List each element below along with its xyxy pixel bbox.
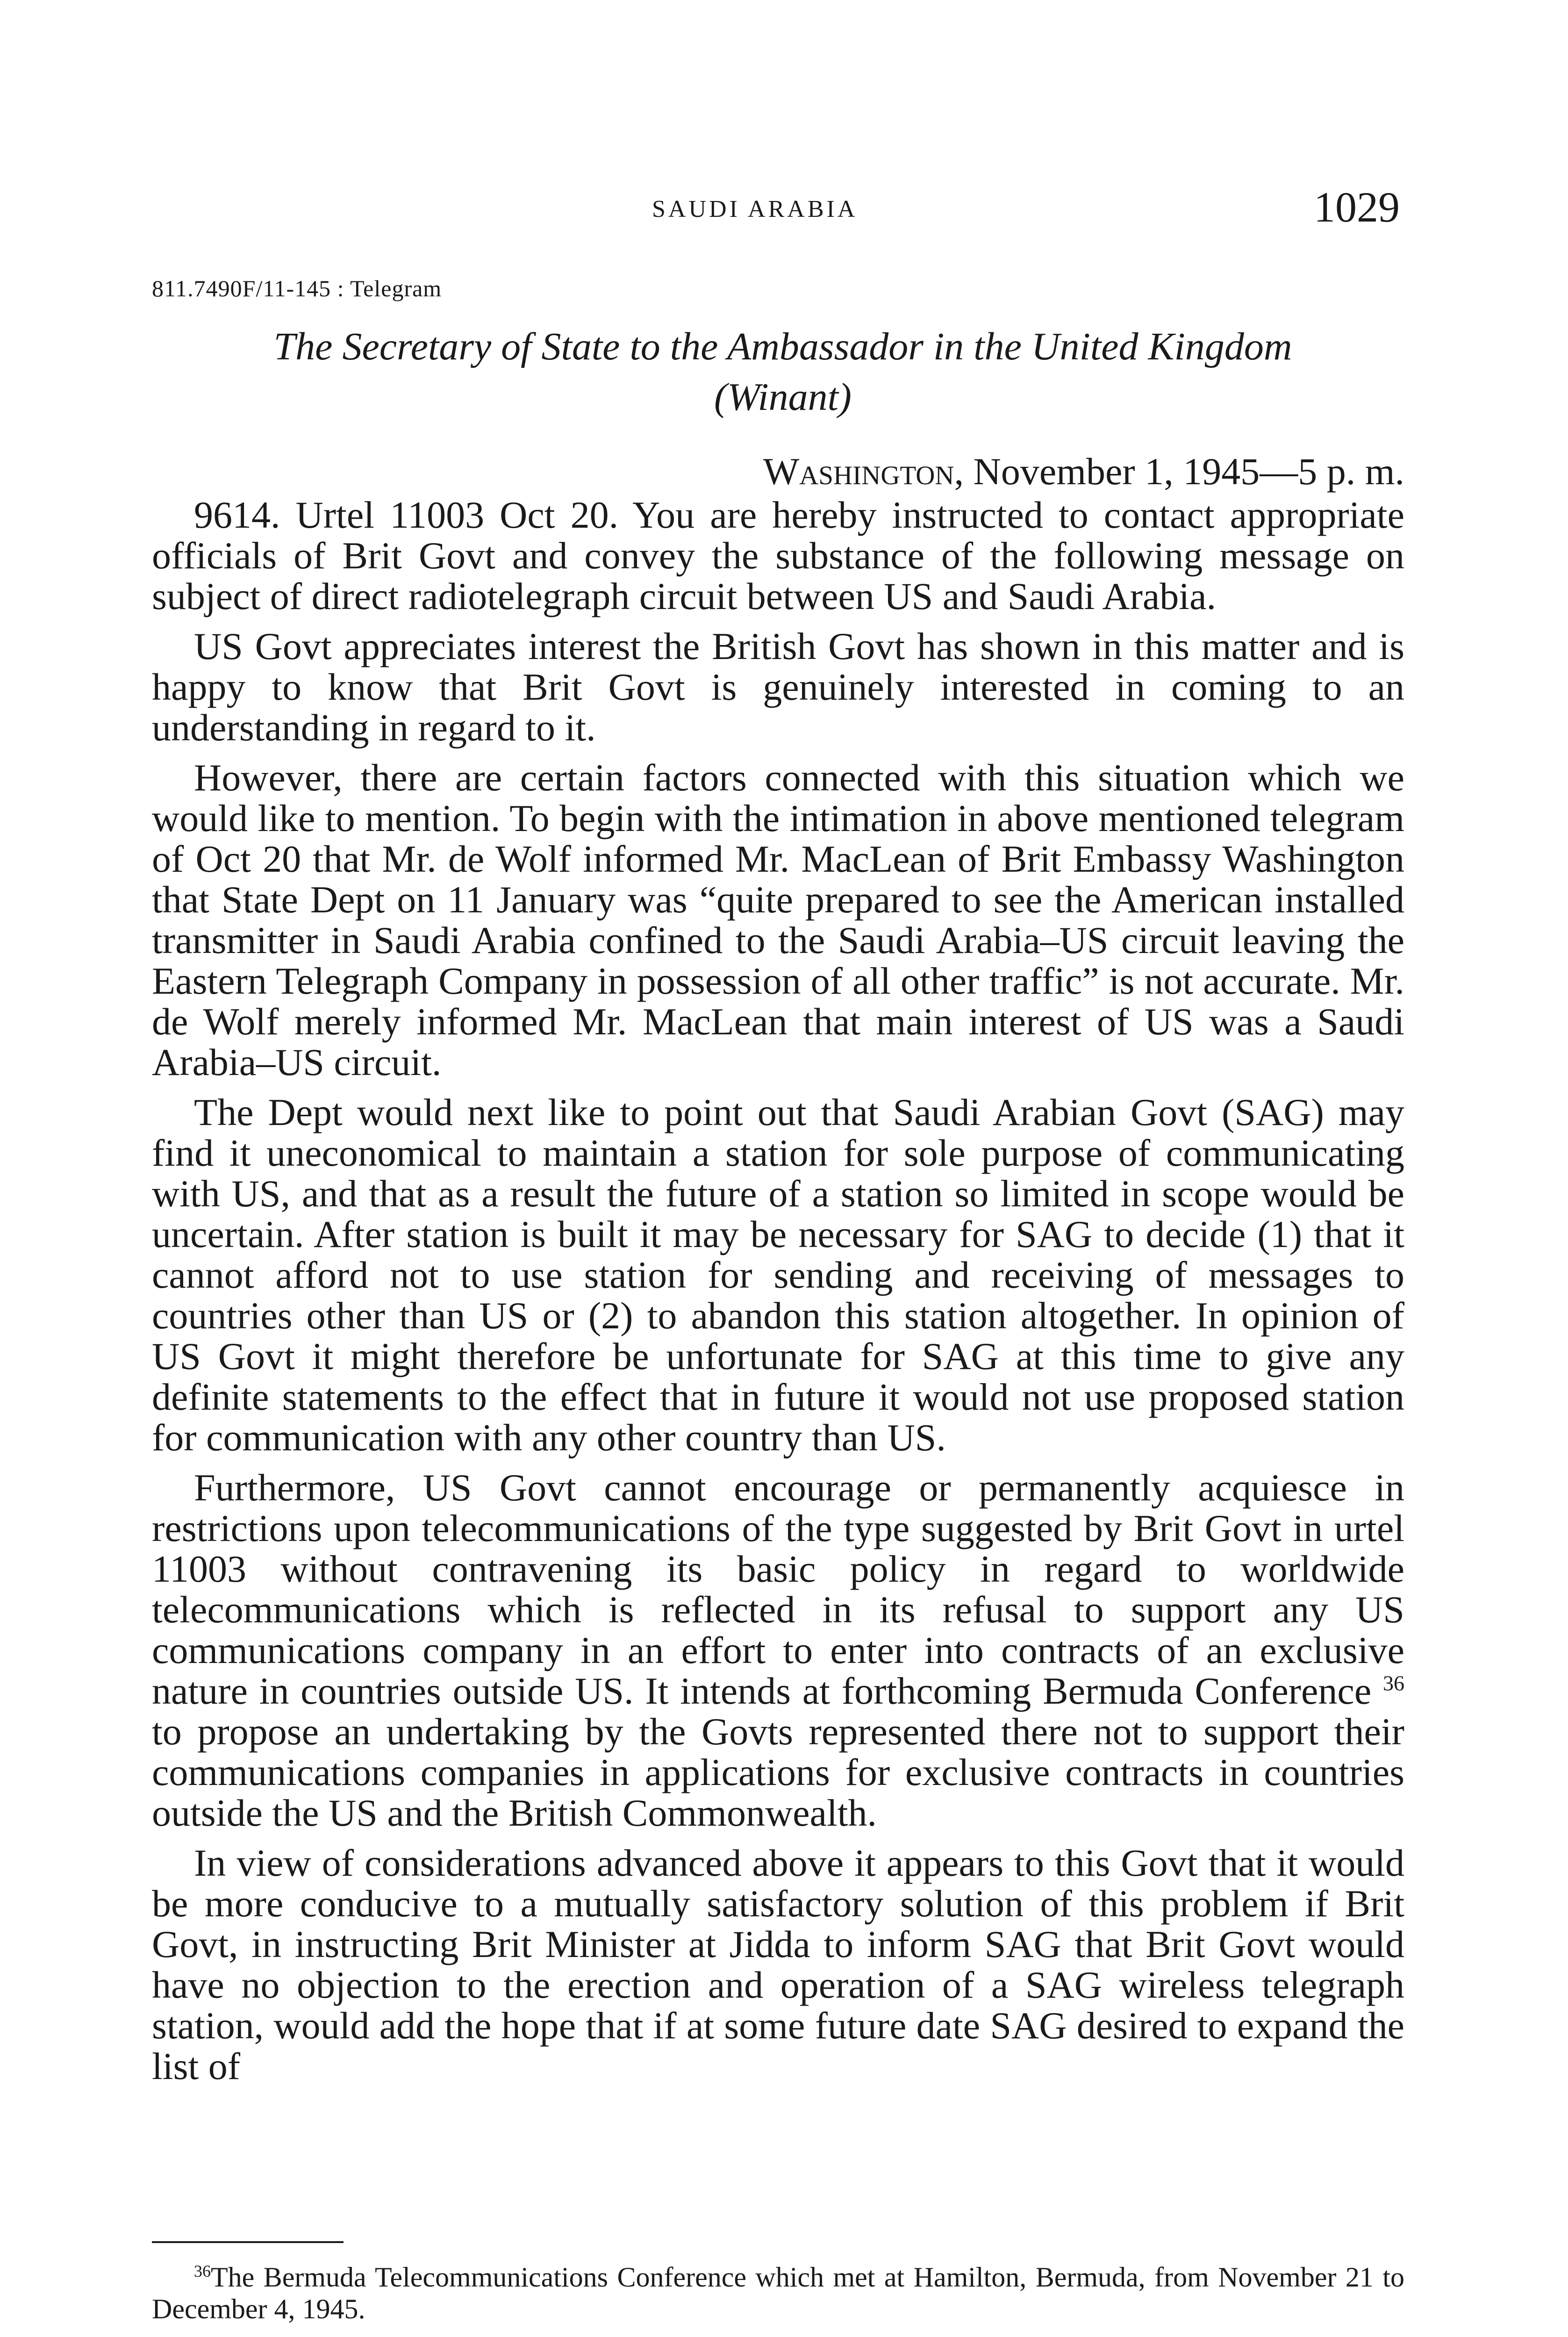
paragraph-5-part-2: to propose an undertaking by the Govts represented there not to support their communications companies in applications for exclusive contracts in countries outside the US and the British Commonwealth. (152, 1710, 1404, 1834)
document-title (152, 322, 1414, 423)
paragraph-3: However, there are certain factors connected with this situation which we would like to mention. To begin with the intimation in above mentioned telegram of Oct 20 that Mr. de Wolf informed Mr. MacLean of Brit Embassy Washington that State Dept on 11 January was “quite prepared to see the American installed transmitter in Saudi Arabia confined to the Saudi Arabia–US circuit leaving the Eastern Telegraph Company in possession of all other traffic” is not accurate. Mr. de Wolf merely informed Mr. MacLean that main interest of US was a Saudi Arabia–US circuit. (152, 756, 1404, 1083)
footnote-divider (152, 2241, 344, 2243)
dateline-date: November 1, 1945—5 p. m. (973, 450, 1404, 493)
paragraph-5 (152, 1467, 1404, 1833)
footnote-mark: 36 (194, 2262, 211, 2280)
paragraph-1: 9614. Urtel 11003 Oct 20. You are hereby instructed to contact appropriate officials of Brit Govt and convey the substance of the following message on subject of direct radiotelegraph circuit between US and Saudi Arabia. (152, 494, 1404, 617)
dateline-place: Washington, (763, 450, 964, 493)
title-line-1: The Secretary of State to the Ambassador in the United Kingdom (273, 325, 1292, 368)
footnote (152, 2261, 1404, 2325)
paragraph-4: The Dept would next like to point out that Saudi Arabian Govt (SAG) may find it uneconomical to maintain a station for sole purpose of communicating with US, and that as a result the future of a station so limited in scope would be uncertain. After station is built it may be necessary for SAG to decide (1) that it cannot afford not to use station for sending and receiving of messages to countries other than US or (2) to abandon this station altogether. In opinion of US Govt it might therefore be unfortunate for SAG at this time to give any definite statements to the effect that in future it would not use proposed station for communication with any other country than US. (152, 1091, 1404, 1459)
dateline (152, 450, 1404, 494)
paragraph-6: In view of considerations advanced above it appears to this Govt that it would be more conducive to a mutually satisfactory solution of this problem if Brit Govt, in instructing Brit Minister at Jidda to inform SAG that Brit Govt would have no objection to the erection and operation of a SAG wireless telegraph station, would add the hope that if at some future date SAG desired to expand the list of (152, 1842, 1404, 2087)
footnote-text: The Bermuda Telecommunications Conference which met at Hamilton, Bermuda, from November 21 to December 4, 1945. (152, 2262, 1404, 2324)
footnote-reference: 36 (1383, 1671, 1405, 1695)
paragraph-5-part-1: Furthermore, US Govt cannot encourage or permanently acquiesce in restrictions upon telecommunications of the type suggested by Brit Govt in urtel 11003 without contravening its basic policy in regard to worldwide telecommunications which is reflected in its refusal to support any US communications company in an effort to enter into contracts of an exclusive nature in countries outside US. It intends at forthcoming Bermuda Conference (152, 1466, 1404, 1712)
running-header: SAUDI ARABIA (652, 196, 858, 222)
telegram-body (152, 495, 1404, 2086)
paragraph-2: US Govt appreciates interest the British Govt has shown in this matter and is happy to know that Brit Govt is genuinely interested in coming to an understanding in regard to it. (152, 625, 1404, 749)
file-reference: 811.7490F/11-145 : Telegram (152, 275, 442, 301)
page-number: 1029 (1314, 183, 1400, 231)
title-line-2: (Winant) (714, 375, 852, 419)
